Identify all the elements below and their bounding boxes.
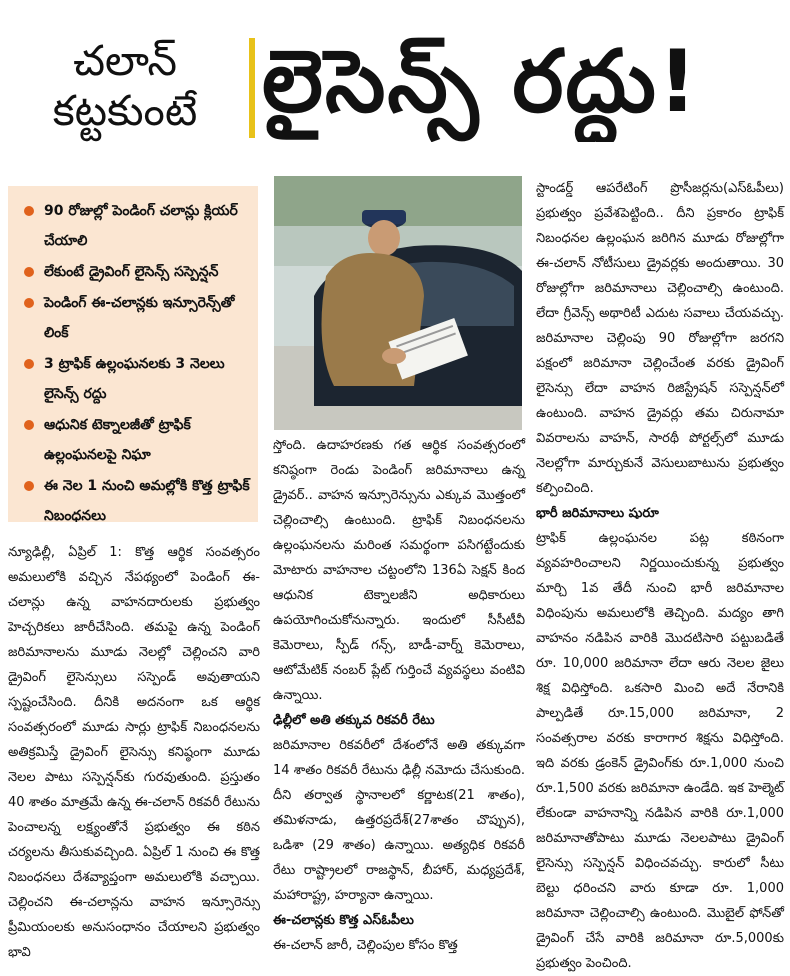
article-column-3 [536, 176, 784, 976]
article-subheading: ఢిల్లీలో అతి తక్కువ రికవరీ రేటు [273, 713, 435, 728]
highlight-item: లేకుంటే డ్రైవింగ్ లైసెన్స్ సస్పెన్షన్ [22, 257, 250, 287]
headline-banner [0, 0, 790, 170]
article-column-1 [8, 540, 260, 965]
bullet-icon [24, 298, 34, 308]
article-subheading: ఈ-చలాన్లకు కొత్త ఎస్ఓపీలు [273, 913, 414, 928]
highlight-item: 90 రోజుల్లో పెండింగ్ చలాన్లు క్లియర్ చేయాలి [22, 196, 250, 256]
bullet-icon [24, 359, 34, 369]
article-paragraph: న్యూఢిల్లీ, ఏప్రిల్ 1: కొత్త ఆర్థిక సంవత్సరం అమలులోకి వచ్చిన నేపథ్యంలో పెండింగ్ ఈ-చలాన్లు ఉన్న వాహనదారులకు ప్రభుత్వం హెచ్చరికలు జారీచేసింది. తమపై ఉన్న పెండింగ్ జరిమానాలను మూడు నెలల్లో చెల్లించని వారి డ్రైవింగ్ లైసెన్సులు సస్పెండ్ అవుతాయని స్పష్టంచేసింది. దీనికి అదనంగా ఒక ఆర్థిక సంవత్సరంలో మూడు సార్లు ట్రాఫిక్ నిబంధనలను అతిక్రమిస్తే డ్రైవింగ్ లైసెన్సు కనిష్ఠంగా మూడు నెలల పాటు సస్పెన్షన్‌కు గురవుతుంది. ప్రస్తుతం 40 శాతం మాత్రమే ఉన్న ఈ-చలాన్ రికవరీ రేటును పెంచాలన్న లక్ష్యంతోనే ప్రభుత్వం ఈ కఠిన చర్యలను తీసుకువచ్చింది. ఏప్రిల్ 1 నుంచి ఈ కొత్త నిబంధనలు దేశవ్యాప్తంగా అమలులోకి వచ్చాయి. చెల్లించని ఈ-చలాన్లను వాహన ఇన్సూరెన్సు ప్రీమియంలకు అనుసంధానం చేయాలని ప్రభుత్వం భావి [8, 545, 260, 960]
article-paragraph: స్టాండర్డ్ ఆపరేటింగ్ ప్రొసీజర్లను(ఎస్ఓపీలు) ప్రభుత్వం ప్రవేశపెట్టింది.. దీని ప్రకారం ట్రాఫిక్ నిబంధనల ఉల్లంఘన జరిగిన మూడు రోజుల్లోగా ఈ-చలాన్ నోటీసులు డ్రైవర్లకు అందుతాయి. 30 రోజుల్లోగా జరిమానాలు చెల్లించాల్సి ఉంటుంది. లేదా గ్రీవెన్స్ అథారిటీ ఎదుట సవాలు చేయవచ్చు. జరిమానాల చెల్లింపు 90 రోజుల్లోగా జరగని పక్షంలో జరిమానా చెల్లించేంత వరకు డ్రైవింగ్ లైసెన్సు లేదా వాహన రిజిస్ట్రేషన్ సస్పెన్షన్‌లో ఉంటుంది. వాహన డ్రైవర్లు తమ చిరునామా వివరాలను వాహన్, సారథీ పోర్టల్స్‌లో మూడు నెలల్లోగా మార్చుకునే వెసులుబాటును ప్రభుత్వం కల్పించింది. [536, 181, 784, 496]
headline-divider [249, 38, 255, 138]
article-paragraph: స్తోంది. ఉదాహరణకు గత ఆర్థిక సంవత్సరంలో కనిష్ఠంగా రెండు పెండింగ్ జరిమానాలు ఉన్న డ్రైవర్.. వాహన ఇన్సూరెన్సును ఎక్కువ మొత్తంలో చెల్లించాల్సి ఉంటుంది. ట్రాఫిక్ నిబంధనలను ఉల్లంఘనలను మరింత సమర్థంగా పసిగట్టేందుకు మోటారు వాహనాల చట్టంలోని 136ఏ సెక్షన్ కింద ఆధునిక టెక్నాలజీని అధికారులు ఉపయోగించుకోనున్నారు. ఇందులో సీసీటీవీ కెమెరాలు, స్పీడ్ గన్స్, బాడీ-వార్న్ కెమెరాలు, ఆటోమేటిక్ నంబర్ ప్లేట్ గుర్తించే వ్యవస్థలు వంటివి ఉన్నాయి. [273, 438, 525, 703]
article-subheading: భారీ జరిమానాలు షురూ [536, 506, 659, 521]
article-paragraph: జరిమానాల రికవరీలో దేశంలోనే అతి తక్కువగా 14 శాతం రికవరీ రేటును ఢిల్లీ నమోదు చేసుకుంది. దీని తర్వాత స్థానాలలో కర్ణాటక(21 శాతం), తమిళనాడు, ఉత్తరప్రదేశ్(27శాతం చొప్పున), ఒడిశా (29 శాతం) ఉన్నాయి. అత్యధిక రికవరీ రేటు రాష్ట్రాలలో రాజస్థాన్, బీహార్, మధ్యప్రదేశ్, మహారాష్ట్ర, హర్యానా ఉన్నాయి. [273, 738, 525, 903]
traffic-police-photo-icon [274, 176, 522, 430]
highlights-list [8, 186, 258, 531]
highlight-item: ఈ నెల 1 నుంచి అమల్లోకి కొత్త ట్రాఫిక్ నిబంధనలు [22, 471, 250, 531]
highlight-item: ఆధునిక టెక్నాలజీతో ట్రాఫిక్ ఉల్లంఘనలపై నిఘా [22, 410, 250, 470]
bullet-icon [24, 267, 34, 277]
article-paragraph: ట్రాఫిక్ ఉల్లంఘనల పట్ల కఠినంగా వ్యవహరించాలని నిర్ణయించుకున్న ప్రభుత్వం మార్చి 1వ తేదీ నుంచి భారీ జరిమానాల విధింపును అమలులోకి తెచ్చింది. మద్యం తాగి వాహనం నడిపిన వారికి మొదటిసారి పట్టుబడితే రూ. 10,000 జరిమానా లేదా ఆరు నెలల జైలు శిక్ష విధిస్తోంది. ఒకసారి మించి అదే నేరానికి పాల్పడితే రూ.15,000 జరిమానా, 2 సంవత్సరాల వరకు కారాగార శిక్షను విధిస్తోంది. ఇది వరకు డ్రంకెన్ డ్రైవింగ్‌కు రూ.1,000 నుంచి రూ.1,500 వరకు జరిమానా ఉండేది. ఇక హెల్మెట్ లేకుండా వాహనాన్ని నడిపిన వారికి రూ.1,000 జరిమానాతోపాటు మూడు నెలలపాటు డ్రైవింగ్ లైసెన్సు సస్పెన్షన్ విధించవచ్చు. కారులో సీటు బెల్టు ధరించని వారు కూడా రూ. 1,000 జరిమానా చెల్లించాల్సి ఉంటుంది. మొబైల్ ఫోన్‌తో డ్రైవింగ్ చేసే వారికి జరిమానా రూ.5,000కు ప్రభుత్వం పెంచింది. [536, 531, 784, 971]
article-column-2 [273, 433, 525, 958]
headline-kicker-line2: కట్టకుంటే [52, 86, 198, 135]
headline-main: లైసెన్స్ రద్దు! [262, 32, 700, 132]
highlights-box [8, 186, 258, 522]
highlight-item: 3 ట్రాఫిక్ ఉల్లంఘనలకు 3 నెలలు లైసెన్స్ రద్దు [22, 349, 250, 409]
headline-kicker [10, 36, 240, 136]
bullet-icon [24, 206, 34, 216]
headline-kicker-line1: చలాన్ [73, 36, 177, 85]
traffic-police-photo [274, 176, 522, 430]
article-paragraph: ఈ-చలాన్ జారీ, చెల్లింపుల కోసం కొత్త [273, 938, 458, 953]
bullet-icon [24, 481, 34, 491]
bullet-icon [24, 420, 34, 430]
highlight-item: పెండింగ్ ఈ-చలాన్లకు ఇన్సూరెన్స్‌తో లింక్ [22, 288, 250, 348]
